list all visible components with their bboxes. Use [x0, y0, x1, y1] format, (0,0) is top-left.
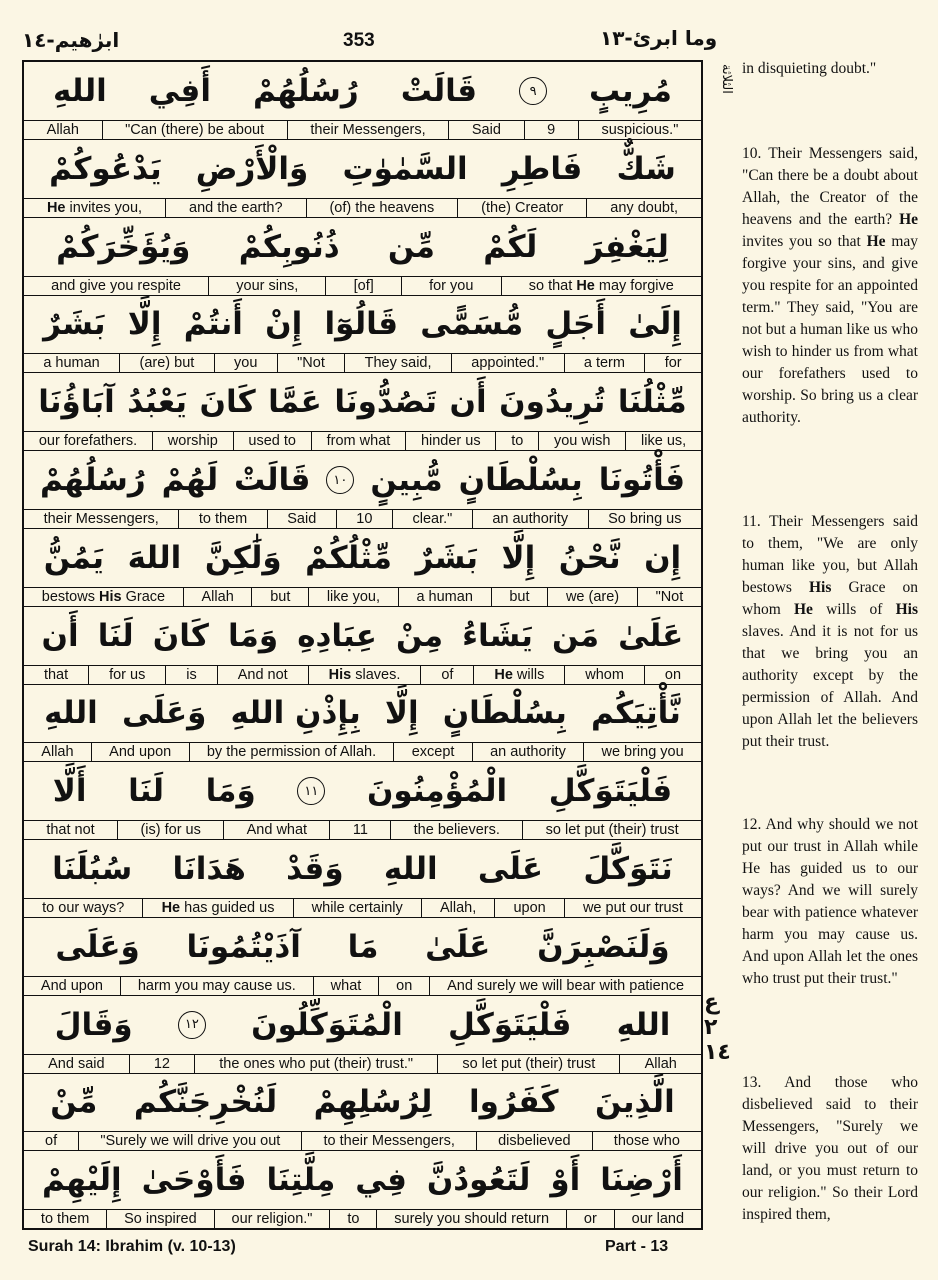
arabic-word: نَّحْنُ: [558, 539, 621, 576]
arabic-word: لَهُمْ: [161, 462, 219, 498]
arabic-word: نَّأْتِيَكُم: [591, 695, 681, 732]
gloss-cell: disbelieved: [476, 1132, 592, 1150]
gloss-cell: And upon: [91, 743, 189, 761]
arabic-word: إِلَيْهِمْ: [41, 1162, 122, 1199]
arabic-word: يَدْعُوكُمْ: [49, 150, 162, 187]
verse-row: [24, 684, 701, 762]
verse-number-marker: ١٢: [178, 1011, 206, 1039]
english-gloss-line: [24, 353, 701, 372]
arabic-word: تُرِيدُونَ: [499, 384, 606, 421]
gloss-cell: Said: [267, 510, 336, 528]
arabic-word: الْمُؤْمِنُونَ: [366, 773, 508, 810]
arabic-word: عَمَّا: [268, 384, 322, 421]
arabic-word: مِّنْ: [50, 1084, 98, 1121]
gloss-cell: so that He may forgive: [501, 277, 701, 295]
arabic-word: قَالُوٓا: [324, 306, 399, 343]
gloss-cell: our land: [614, 1210, 701, 1228]
arabic-word: بِسُلْطَانٍ: [458, 462, 583, 498]
gloss-cell: of: [420, 666, 473, 684]
arabic-word: إِلَّا: [127, 306, 162, 343]
arabic-word: بِسُلْطَانٍ: [442, 695, 567, 732]
gloss-cell: (is) for us: [117, 821, 223, 839]
commentary-verse-13: 13. And those who disbelieved said to their Messengers, "Surely we will drive you out of our land, or you must return to our religion." So their Lord inspired them,: [742, 1074, 918, 1223]
arabic-word: أَوْ: [550, 1162, 581, 1199]
arabic-word: أَرْضِنَا: [600, 1162, 683, 1199]
arabic-word: اللهِ: [44, 695, 98, 732]
arabic-word: مُّسَمًّى: [420, 306, 524, 343]
gloss-cell: an authority: [472, 743, 583, 761]
commentary-verse-10: 10. Their Messengers said, "Can there be a doubt about Allah, the Creator of the heavens and the earth? He invites you so that He may forgive your sins, and give you respite for an appointed term." They said, "You are not but a human like us who wish to hinder us from what our forefathers used to worship. So bring us a clear authority.: [742, 145, 919, 426]
arabic-word: لَنَا: [128, 773, 165, 810]
arabic-word: لَتَعُودُنَّ: [426, 1162, 531, 1199]
arabic-line: [24, 529, 701, 587]
verse-row: [24, 918, 701, 996]
gloss-cell: 11: [329, 821, 390, 839]
ruku-marker: ع ٢ ١٤: [704, 990, 731, 1065]
arabic-word: إِن: [644, 539, 682, 576]
arabic-line: [24, 451, 701, 509]
gloss-cell: like you,: [308, 588, 398, 606]
gloss-cell: we bring you: [583, 743, 701, 761]
arabic-word: أَفِي: [148, 73, 211, 109]
english-gloss-line: [24, 1209, 701, 1228]
arabic-word: وَلَٰكِنَّ: [204, 539, 282, 576]
gloss-cell: 10: [336, 510, 392, 528]
verse-row: [24, 529, 701, 607]
arabic-word: فَاطِرِ: [501, 150, 583, 187]
gloss-cell: used to: [233, 432, 311, 450]
arabic-word: عَلَى: [477, 851, 544, 887]
gloss-cell: "Not: [637, 588, 701, 606]
arabic-word: قَالَتْ: [234, 462, 311, 498]
gloss-cell: He invites you,: [46, 199, 143, 216]
arabic-word: مِلَّتِنَا: [266, 1162, 336, 1199]
verse-row: [24, 218, 701, 296]
arabic-word: شَكٌّ: [616, 150, 676, 187]
gloss-cell: any doubt,: [586, 199, 701, 217]
header-surah-name: ابرٰهيم-١٤: [22, 28, 120, 52]
arabic-word: كَفَرُوا: [468, 1084, 559, 1121]
arabic-word: عَلَىٰ: [425, 928, 491, 965]
gloss-cell: 12: [129, 1055, 194, 1073]
arabic-word: مَا: [347, 928, 379, 965]
gloss-cell: while certainly: [293, 899, 421, 917]
arabic-line: [24, 1151, 701, 1209]
arabic-word: فَأْتُونَا: [598, 462, 686, 498]
arabic-word: إِلَّا: [501, 539, 536, 576]
gloss-cell: (are) but: [119, 354, 214, 372]
gloss-cell: is: [165, 666, 216, 684]
commentary-verse-9-end: in disquieting doubt.": [742, 60, 877, 77]
gloss-cell: on: [378, 977, 429, 995]
verse-row: [24, 62, 701, 140]
arabic-word: مِّن: [387, 228, 435, 265]
gloss-cell: Allah: [46, 122, 79, 138]
arabic-word: مَن: [551, 617, 600, 654]
arabic-word: فِي: [355, 1162, 407, 1199]
arabic-line: [24, 295, 701, 353]
arabic-word: اللهِ: [52, 73, 107, 109]
arabic-line: [24, 840, 701, 898]
arabic-line: [24, 373, 701, 431]
arabic-word: بَشَرٌ: [43, 306, 106, 343]
english-gloss-line: [24, 198, 701, 217]
arabic-word: أَنتُمْ: [183, 306, 243, 343]
gloss-cell: "Not: [277, 354, 344, 372]
gloss-cell: a human: [398, 588, 491, 606]
gloss-cell: an authority: [472, 510, 588, 528]
arabic-word: إِلَىٰ: [628, 306, 682, 343]
gloss-cell: their Messengers,: [43, 511, 159, 527]
arabic-word: مِّثْلُنَا: [617, 384, 687, 421]
gloss-cell: (the) Creator: [457, 199, 586, 217]
gloss-cell: to them: [178, 510, 266, 528]
arabic-line: [24, 996, 701, 1054]
gloss-cell: we put our trust: [564, 899, 701, 917]
arabic-word: مِنْ: [395, 617, 444, 654]
english-gloss-line: [24, 742, 701, 761]
gloss-cell: for us: [88, 666, 165, 684]
arabic-word: أَن: [41, 617, 79, 654]
arabic-word: وَلَنَصْبِرَنَّ: [537, 928, 670, 965]
footer-part-label: Part - 13: [605, 1238, 669, 1255]
gloss-cell: And upon: [40, 977, 103, 994]
verse-row: [24, 607, 701, 685]
gloss-cell: on: [644, 666, 701, 684]
gloss-cell: so let put (their) trust: [522, 821, 701, 839]
arabic-word: قَالَتْ: [400, 73, 478, 109]
gloss-cell: for you: [401, 277, 501, 295]
gloss-cell: those who: [592, 1132, 701, 1150]
arabic-word: لِرُسُلِهِمْ: [313, 1084, 433, 1121]
gloss-cell: So inspired: [106, 1210, 213, 1228]
gloss-cell: except: [393, 743, 471, 761]
gloss-cell: but: [251, 588, 308, 606]
arabic-line: [24, 1073, 701, 1131]
gloss-cell: They said,: [344, 354, 451, 372]
arabic-word: يَشَاءُ: [462, 617, 533, 654]
gloss-cell: what: [313, 977, 378, 995]
page-number: 353: [343, 30, 375, 51]
arabic-word: ذُنُوبِكُمْ: [238, 228, 340, 265]
gloss-cell: their Messengers,: [287, 121, 449, 139]
gloss-cell: to our ways?: [42, 900, 125, 916]
gloss-cell: your sins,: [208, 277, 325, 295]
english-gloss-line: [24, 898, 701, 917]
gloss-cell: Allah: [183, 588, 252, 606]
verse-row: [24, 840, 701, 918]
arabic-word: وَيُؤَخِّرَكُمْ: [56, 228, 191, 265]
english-gloss-line: [24, 587, 701, 606]
side-marker-top: الثلاثة: [719, 64, 734, 94]
verse-row: [24, 451, 701, 529]
arabic-word: وَمَا: [228, 617, 279, 654]
gloss-cell: like us,: [625, 432, 701, 450]
gloss-cell: to their Messengers,: [301, 1132, 476, 1150]
arabic-word: اللهَ: [127, 539, 182, 576]
verse-row: [24, 295, 701, 373]
gloss-cell: we (are): [547, 588, 637, 606]
arabic-line: [24, 918, 701, 976]
arabic-word: أَن: [449, 384, 487, 421]
gloss-cell: the ones who put (their) trust.": [194, 1055, 437, 1073]
gloss-cell: clear.": [392, 510, 472, 528]
arabic-line: [24, 607, 701, 665]
gloss-cell: and the earth?: [165, 199, 305, 217]
gloss-cell: to them: [40, 1211, 90, 1228]
arabic-word: اللهِ: [616, 1006, 671, 1043]
english-gloss-line: [24, 1054, 701, 1073]
english-gloss-line: [24, 509, 701, 528]
gloss-cell: upon: [494, 899, 563, 917]
gloss-cell: And surely we will bear with patience: [429, 977, 701, 995]
arabic-word: مُّبِينٍ: [370, 462, 443, 498]
gloss-cell: appointed.": [451, 354, 564, 372]
arabic-word: فَلْيَتَوَكَّلِ: [448, 1006, 572, 1043]
arabic-word: إِنْ: [265, 306, 303, 343]
gloss-cell: or: [566, 1210, 614, 1228]
gloss-cell: you: [214, 354, 277, 372]
arabic-word: بِإِذْنِ اللهِ: [230, 695, 361, 732]
gloss-cell: but: [491, 588, 548, 606]
gloss-cell: "Surely we will drive you out: [78, 1132, 301, 1150]
arabic-word: أَلَّا: [52, 773, 87, 810]
arabic-line: [24, 62, 701, 120]
arabic-word: وَعَلَى: [121, 695, 207, 732]
gloss-cell: that: [43, 666, 69, 683]
commentary-verse-11: 11. Their Messengers said to them, "We are only human like you, but Allah bestows His Grace on whom He wills of His slaves. And it is not for us that we bring you an authority except by the permission of Allah. And upon Allah let the believers put their trust.: [742, 513, 919, 750]
gloss-cell: [of]: [325, 277, 400, 295]
gloss-cell: And said: [48, 1055, 105, 1072]
verse-row: [24, 762, 701, 840]
arabic-line: [24, 218, 701, 276]
arabic-word: الْمُتَوَكِّلُونَ: [251, 1006, 403, 1043]
arabic-word: وَالْأَرْضِ: [195, 150, 309, 187]
gloss-cell: Allah,: [421, 899, 495, 917]
english-gloss-line: [24, 120, 701, 139]
arabic-word: كَانَ: [199, 384, 256, 421]
gloss-cell: to: [495, 432, 538, 450]
english-gloss-line: [24, 276, 701, 295]
arabic-word: سُبُلَنَا: [52, 851, 133, 887]
verse-row: [24, 996, 701, 1074]
gloss-cell: you wish: [538, 432, 625, 450]
arabic-word: هَدَانَا: [172, 851, 246, 887]
arabic-word: بَشَرٌ: [415, 539, 478, 576]
arabic-word: كَانَ: [152, 617, 209, 654]
gloss-cell: Allah: [41, 744, 74, 761]
english-gloss-line: [24, 431, 701, 450]
gloss-cell: He has guided us: [142, 899, 292, 917]
translation-grid: [22, 60, 703, 1230]
gloss-cell: His slaves.: [308, 666, 421, 684]
commentary-verse-12: 12. And why should we not put our trust in Allah while He has guided us to our ways? And we will surely bear with patience whatever harm you may cause us. And upon Allah let the ones who trust put their trust.": [742, 816, 918, 987]
gloss-cell: of: [45, 1133, 58, 1150]
arabic-word: فَأَوْحَىٰ: [141, 1162, 247, 1199]
arabic-word: عَلَىٰ: [618, 617, 684, 654]
verse-number-marker: ١١: [297, 777, 325, 805]
gloss-cell: for: [644, 354, 701, 372]
arabic-word: فَلْيَتَوَكَّلِ: [548, 773, 673, 810]
gloss-cell: And what: [223, 821, 329, 839]
gloss-cell: 9: [524, 121, 578, 139]
english-gloss-line: [24, 976, 701, 995]
arabic-word: وَقَدْ: [286, 851, 344, 887]
gloss-cell: He wills: [473, 666, 564, 684]
gloss-cell: So bring us: [588, 510, 701, 528]
gloss-cell: so let put (their) trust: [437, 1055, 619, 1073]
gloss-cell: bestows His Grace: [41, 588, 166, 605]
verse-row: [24, 1151, 701, 1229]
arabic-line: [24, 762, 701, 820]
gloss-cell: whom: [564, 666, 644, 684]
gloss-cell: a human: [43, 355, 100, 372]
arabic-word: نَتَوَكَّلَ: [583, 851, 673, 887]
verse-number-marker: ٩: [519, 77, 547, 105]
gloss-cell: the believers.: [390, 821, 522, 839]
gloss-cell: Allah: [619, 1055, 701, 1073]
gloss-cell: to: [329, 1210, 376, 1228]
gloss-cell: harm you may cause us.: [120, 977, 313, 995]
english-gloss-line: [24, 665, 701, 684]
arabic-word: الَّذِينَ: [594, 1084, 675, 1121]
gloss-cell: from what: [311, 432, 405, 450]
arabic-word: اللهِ: [383, 851, 438, 887]
english-gloss-line: [24, 820, 701, 839]
arabic-word: يَعْبُدُ: [127, 384, 187, 421]
arabic-word: وَمَا: [205, 773, 256, 810]
gloss-cell: And not: [217, 666, 308, 684]
header-juz-name: وما ابرئ-١٣: [600, 26, 718, 50]
arabic-word: أَجَلٍ: [545, 306, 607, 343]
gloss-cell: suspicious.": [578, 121, 701, 139]
verse-row: [24, 373, 701, 451]
gloss-cell: hinder us: [405, 432, 495, 450]
arabic-word: السَّمٰوٰتِ: [342, 150, 468, 187]
arabic-word: يَمُنُّ: [43, 539, 105, 576]
arabic-word: إِلَّا: [384, 695, 419, 732]
arabic-word: وَقَالَ: [54, 1006, 133, 1043]
gloss-cell: our religion.": [214, 1210, 330, 1228]
arabic-word: آذَيْتُمُونَا: [186, 928, 301, 965]
gloss-cell: Said: [448, 121, 523, 139]
arabic-word: تَصُدُّونَا: [334, 384, 437, 421]
arabic-word: مُرِيبٍ: [589, 73, 672, 109]
arabic-word: لِيَغْفِرَ: [585, 228, 669, 265]
gloss-cell: surely you should return: [376, 1210, 566, 1228]
arabic-line: [24, 140, 701, 198]
gloss-cell: our forefathers.: [38, 433, 138, 450]
arabic-word: لَنُخْرِجَنَّكُم: [133, 1084, 278, 1121]
verse-number-marker: ١٠: [326, 466, 354, 494]
arabic-line: [24, 684, 701, 742]
gloss-cell: "Can (there) be about: [102, 121, 287, 139]
arabic-word: وَعَلَى: [55, 928, 140, 965]
english-gloss-line: [24, 1131, 701, 1150]
gloss-cell: worship: [152, 432, 233, 450]
arabic-word: عِبَادِهِ: [297, 617, 377, 654]
gloss-cell: and give you respite: [51, 277, 181, 294]
gloss-cell: (of) the heavens: [306, 199, 458, 217]
verse-row: [24, 140, 701, 218]
gloss-cell: a term: [564, 354, 645, 372]
gloss-cell: that not: [46, 822, 95, 839]
arabic-word: لَنَا: [97, 617, 134, 654]
arabic-word: رُسُلُهُمْ: [39, 462, 146, 498]
arabic-word: رُسُلُهُمْ: [252, 73, 359, 109]
arabic-word: مِّثْلُكُمْ: [305, 539, 392, 576]
arabic-word: آبَاؤُنَا: [38, 384, 115, 421]
arabic-word: لَكُمْ: [483, 228, 538, 265]
verse-row: [24, 1073, 701, 1151]
footer-surah-label: Surah 14: Ibrahim (v. 10-13): [28, 1238, 236, 1255]
gloss-cell: by the permission of Allah.: [189, 743, 394, 761]
